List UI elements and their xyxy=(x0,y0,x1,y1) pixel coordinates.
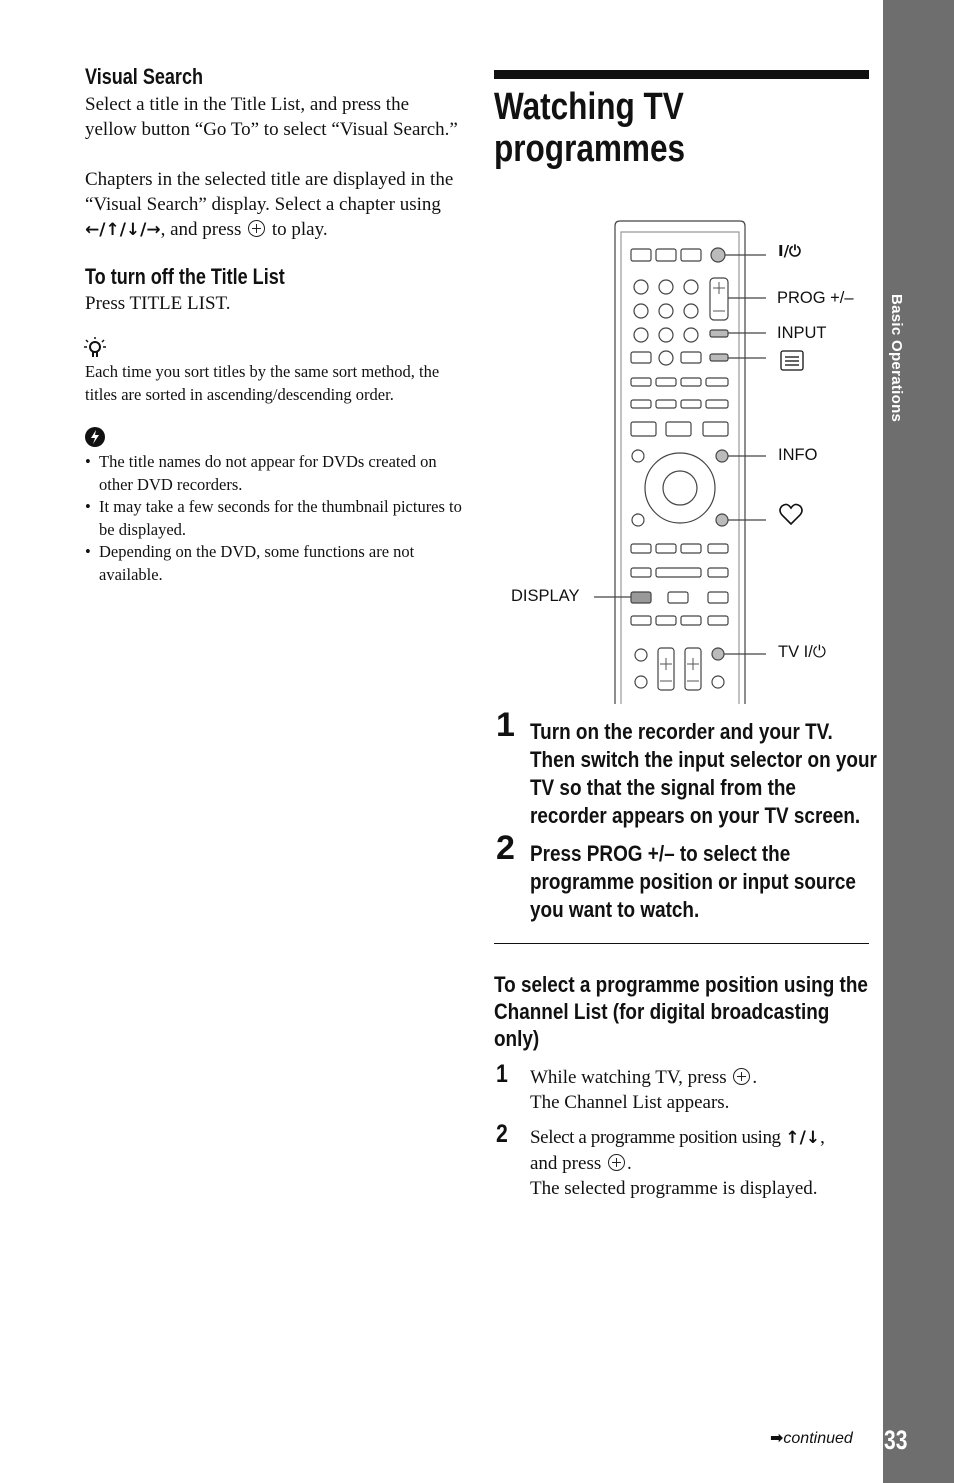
turn-off-text: Press TITLE LIST. xyxy=(85,293,231,314)
heading-line: only) xyxy=(494,1026,540,1051)
visual-search-text-end: to play. xyxy=(271,219,328,240)
title-line: Watching TV xyxy=(494,86,684,128)
substep-text: Select a programme position using xyxy=(530,1127,781,1148)
substep-number: 2 xyxy=(496,1120,508,1148)
list-item: • It may take a few seconds for the thumbnail pictures to be displayed. xyxy=(85,496,463,541)
step-line: recorder appears on your TV screen. xyxy=(530,803,861,828)
title-line: programmes xyxy=(494,128,686,170)
substep-text: , xyxy=(820,1127,825,1148)
step-line: Press PROG +/– to select the xyxy=(530,841,791,866)
section-tab-label: Basic Operations xyxy=(888,294,905,423)
notes-list xyxy=(85,451,463,586)
visual-search-text-mid: , and press xyxy=(160,219,242,240)
prog-label: PROG +/– xyxy=(777,289,854,307)
power-label: I/⏻ xyxy=(778,242,801,260)
enter-button-icon xyxy=(733,1068,750,1085)
step-2-text xyxy=(530,840,856,924)
visual-search-paragraph-1: Select a title in the Title List, and press the yellow button “Go To” to select “Visual Search.” xyxy=(85,94,458,140)
turn-off-heading: To turn off the Title List xyxy=(85,264,285,289)
continued-note xyxy=(770,1428,853,1448)
substep-result: The selected programme is displayed. xyxy=(530,1178,818,1199)
tv-power-label: TV I/⏻ xyxy=(778,643,826,661)
arrow-keys-icon: ↑/↓ xyxy=(785,1128,821,1148)
channel-list-heading xyxy=(494,971,868,1052)
heading-line: To select a programme position using the xyxy=(494,972,868,997)
visual-search-paragraph-2 xyxy=(85,167,463,243)
heading-line: Channel List (for digital broadcasting xyxy=(494,999,830,1024)
tip-icon xyxy=(84,336,106,360)
info-label: INFO xyxy=(778,446,818,464)
page-number: 33 xyxy=(884,1425,908,1455)
substep-text: . xyxy=(626,1153,632,1174)
step-line: you want to watch. xyxy=(530,897,700,922)
list-item: • Depending on the DVD, some functions are not available. xyxy=(85,541,463,586)
continued-text: continued xyxy=(783,1430,853,1447)
step-line: programme position or input source xyxy=(530,869,856,894)
visual-search-heading: Visual Search xyxy=(85,64,204,89)
note-icon xyxy=(84,426,106,448)
enter-button-icon xyxy=(608,1154,625,1171)
step-line: Then switch the input selector on your xyxy=(530,747,877,772)
substep-text: and press xyxy=(530,1153,602,1174)
substep-text: While watching TV, press xyxy=(530,1067,727,1088)
display-label: DISPLAY xyxy=(511,587,580,605)
step-1-text xyxy=(530,718,877,830)
title-rule xyxy=(494,70,869,79)
arrow-right-icon: ➡ xyxy=(770,1428,784,1447)
visual-search-text: Chapters in the selected title are displayed in the “Visual Search” display. Select a chapter using xyxy=(85,169,454,215)
page-title xyxy=(494,86,685,170)
section-sidebar xyxy=(883,0,954,1483)
substep-number: 1 xyxy=(496,1060,508,1088)
substep-2-text xyxy=(530,1125,875,1201)
enter-button-icon xyxy=(248,220,265,237)
input-label: INPUT xyxy=(777,324,827,342)
step-number: 2 xyxy=(496,829,515,867)
substep-text: . xyxy=(752,1067,758,1088)
list-item: • The title names do not appear for DVDs created on other DVD recorders. xyxy=(85,451,463,496)
arrow-keys-icon: ←/↑/↓/→ xyxy=(85,220,161,240)
tip-text: Each time you sort titles by the same sort method, the titles are sorted in ascending/descending order. xyxy=(85,362,440,404)
substep-1-text xyxy=(530,1065,870,1115)
section-divider xyxy=(494,943,869,944)
step-number: 1 xyxy=(496,706,515,744)
substep-result: The Channel List appears. xyxy=(530,1092,730,1113)
step-line: Turn on the recorder and your TV. xyxy=(530,719,833,744)
step-line: TV so that the signal from the xyxy=(530,775,796,800)
